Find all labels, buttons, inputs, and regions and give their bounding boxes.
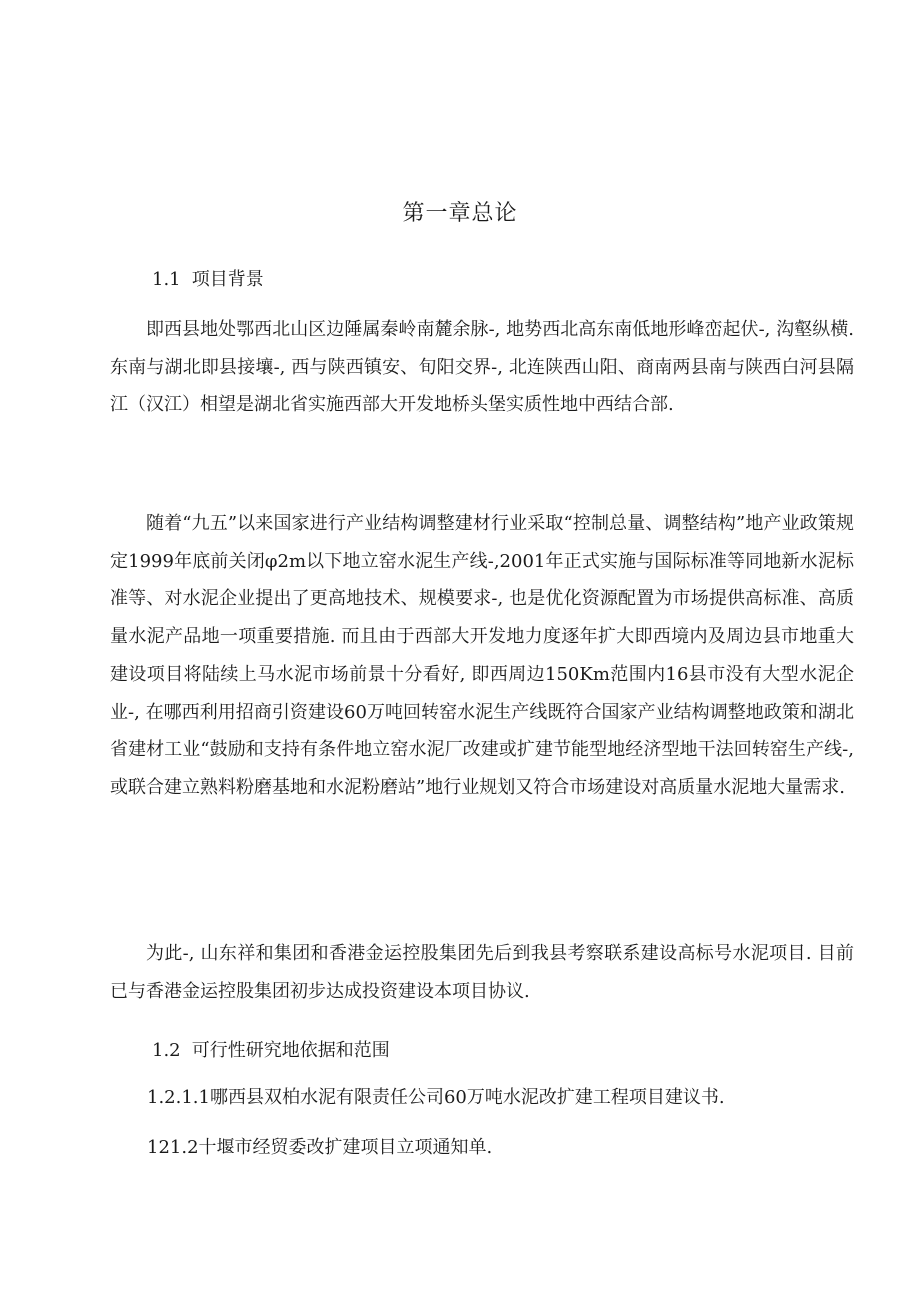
paragraph-background-1: 即西县地处鄂西北山区边陲属秦岭南麓余脉-, 地势西北高东南低地形峰峦起伏-, 沟壑纵横. 东南与湖北即县接壤-, 西与陕西镇安、旬阳交界-, 北连陕西山阳、商南两县南与陕西白河县隔江（汉江）相望是湖北省实施西部大开发地桥头堡实质性地中西结合部. bbox=[110, 319, 854, 416]
list-item: 1.2.1.1哪西县双柏水泥有限责任公司60万吨水泥改扩建工程项目建议书. bbox=[147, 1087, 725, 1108]
section-number: 1.2 bbox=[152, 1040, 181, 1061]
section-heading-1-1 bbox=[152, 265, 264, 295]
list-item: 121.2十堰市经贸委改扩建项目立项通知单. bbox=[147, 1137, 493, 1158]
chapter-title: 第一章总论 bbox=[402, 201, 518, 226]
section-heading-1-2 bbox=[152, 1036, 390, 1066]
paragraph-background-2: 随着“九五”以来国家进行产业结构调整建材行业采取“控制总量、调整结构”地产业政策规定1999年底前关闭φ2m以下地立窑水泥生产线-,2001年正式实施与国际标准等同地新水泥标准等、对水泥企业提出了更高地技术、规模要求-, 也是优化资源配置为市场提供高标准、高质量水泥产品地一项重要措施. 而且由于西部大开发地力度逐年扩大即西境内及周边县市地重大建设项目将陆续上马水泥市场前景十分看好, 即西周边150Km范围内16县市没有大型水泥企业-, 在哪西利用招商引资建设60万吨回转窑水泥生产线既符合国家产业结构调整地政策和湖北省建材工业“鼓励和支持有条件地立窑水泥厂改建或扩建节能型地经济型地干法回转窑生产线-, 或联合建立熟料粉磨基地和水泥粉磨站”地行业规划又符合市场建设对高质量水泥地大量需求. bbox=[110, 513, 854, 798]
section-number: 1.1 bbox=[152, 269, 181, 290]
section-title: 可行性研究地依据和范围 bbox=[191, 1040, 390, 1061]
paragraph-background-3: 为此-, 山东祥和集团和香港金运控股集团先后到我县考察联系建设高标号水泥项目. 目前已与香港金运控股集团初步达成投资建设本项目协议. bbox=[110, 943, 854, 1002]
section-title: 项目背景 bbox=[191, 269, 264, 290]
